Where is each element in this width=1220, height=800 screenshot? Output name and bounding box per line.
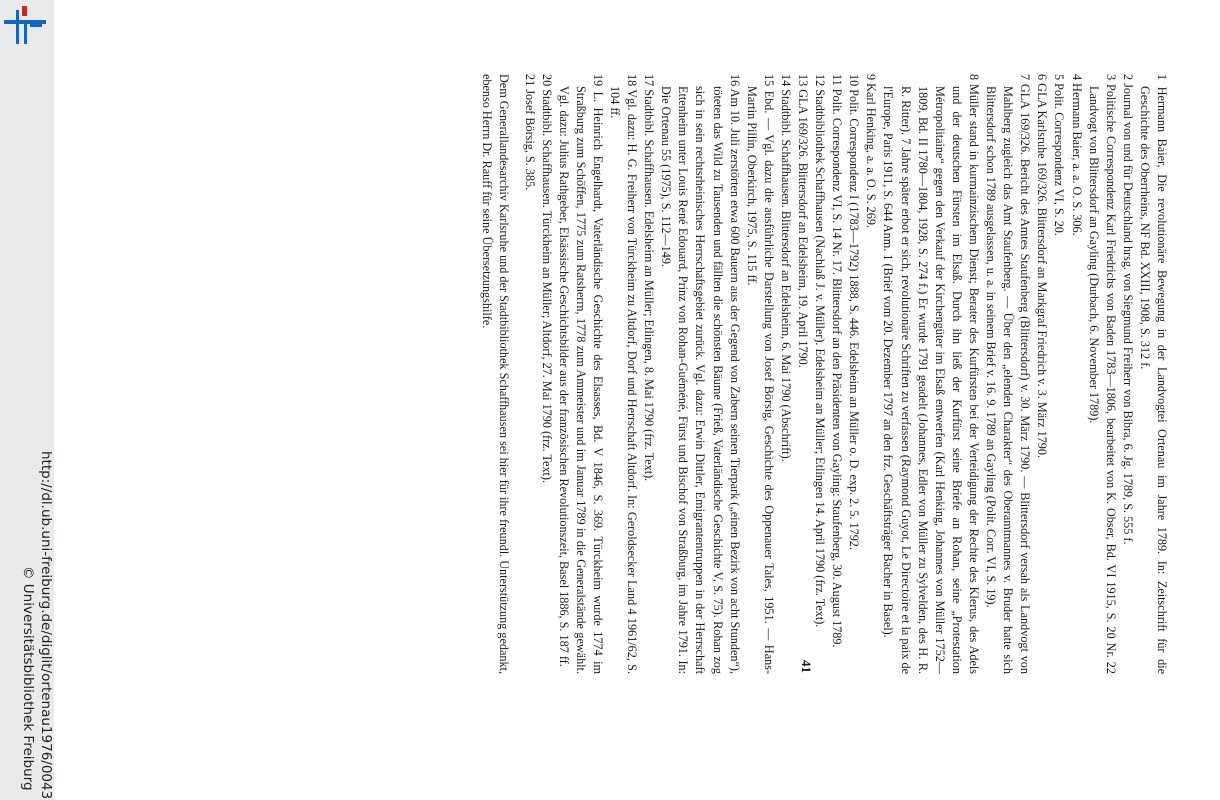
footnote-15: 15 Ebd. — Vgl. dazu die ausführliche Darstellung von Josef Börsig, Geschichte des Oppenauer Tales, 1951. — Hans-Martin Pillin, Oberkirch, 1975, S. 115 ff. [744, 74, 776, 674]
footnote-18: 18 Vgl. dazu: H. G. Freiherr von Türckheim zu Altdorf, Dorf und Herrschaft Altdorf. In: Geroldsecker Land 4 1961/62, S. 104 ff. [608, 74, 640, 674]
footnote-8: 8 Müller stand in kurmainzischem Dienst; Berater des Kurfürsten bei der Verteidigung der Rechte des Klerus, des Adels und der deutschen Fürsten im Elsaß. Durch ihn ließ der Kurfürst seine Briefe an Rohan, seine „Protestation Métropolitaine“ gegen den Verkauf der Kirchengüter im Elsaß entwerfen (Karl Henking, Johannes von Müller 1752—1809, Bd. II 1780—1804, 1928, S. 274 f.) Er wurde 1791 geadelt (Johannes, Edler von Müller zu Sylvelden, des H. R. R. Ritter). 7 Jahre später erbot er sich, revolutionäre Schriften zu verfassen (Raymond Guyot, Le Directoire et la paix de l'Europe, Paris 1911, S. 644 Anm. 1 (Brief vom 20. Dezember 1797 an den frz. Geschäftsträger Bacher in Basel). [881, 74, 981, 674]
footnote-3: 3 Politische Correspondenz Karl Friedrichs von Baden 1783—1806, bearbeitet von K. Obser, Bd. VI 1915, S. 20 Nr. 22 Landvogt von Blittersdorf an Gayling (Durbach, 6. November 1789). [1086, 74, 1118, 674]
copyright-notice: © Universitätsbibliothek Freiburg [20, 566, 36, 791]
scanned-page [62, 0, 1220, 800]
document-url[interactable]: http://dl.ub.uni-freiburg.de/diglit/ortenau1976/0043 [38, 451, 54, 800]
footnote-7: 7 GLA 169/326. Bericht des Amtes Staufenberg (Blittersdorf) v. 30. März 1790. — Blittersdorf versah als Landvogt von Mahlberg zugleich das Amt Staufenberg. — Über den „elenden Charakter“ des Oberamtmannes v. Bruder hatte sich Blittersdorf schon 1789 ausgelassen, u. a. in seinem Brief v. 16. 9. 1789 an Gayling (Polit. Corr. VI, S. 19). [984, 74, 1033, 674]
footnotes-block [410, 74, 1170, 674]
page-number: 41 [799, 660, 814, 673]
footnote-20: 20 Stadtbibl. Schaffhausen. Türckheim an Müller; Altdorf, 27. Mai 1790 (frz. Text). [539, 74, 554, 484]
footnote-13: 13 GLA 169/326. Blittersdorf an Edelsheim, 19. April 1790. [796, 74, 811, 368]
footnote-14: 14 Stadtbibl. Schaffhausen. Blittersdorf an Edelsheim, 6. Mai 1790 (Abschrift). [778, 74, 793, 462]
footnote-19: 19 L. Heinrich Engelhardt, Vaterländische Geschichte des Elsasses, Bd. V 1846, S. 369. Türckheim wurde 1774 im Straßburg zum Schöffen, 1775 zum Ratsherrn, 1778 zum Ammeister und im Januar 1789 in die Generalstände gewählt. Vgl. dazu: Julius Rathgeber, Elsässische Geschichtsbilder aus der französischen Revolutionszeit, Basel 1886, S. 187 ff. [556, 74, 605, 674]
footnote-12: 12 Stadtbibliothek Schaffhausen (Nachlaß J. v. Müller). Edelsheim an Müller; Etlingen 14. April 1790 (frz. Text). [813, 74, 828, 628]
acknowledgement: Dem Generallandesarchiv Karlsruhe und der Stadtbibliothek Schaffhausen sei hier für ihre freundl. Unterstützung gedankt, ebenso Herrn Dr. Rauff für seine Übersetzungshilfe. [480, 74, 512, 674]
sidebar [0, 0, 54, 800]
footnote-11: 11 Polit. Correspondenz VI, S. 14 Nr. 17. Blittersdorf an den Präsidenten von Gayling: Staufenberg, 30. August 1789. [830, 74, 845, 648]
footnote-17: 17 Stadtbibl. Schaffhausen. Edelsheim an Müller; Etlingen, 8. Mai 1790 (frz. Text). [642, 74, 657, 482]
footnote-21: 21 Josef Börsig, S. 385. [522, 74, 537, 191]
footnote-9: 9 Karl Henking, a. a. O. S. 269. [864, 74, 879, 229]
url-stack [18, 6, 54, 800]
footnote-4: 4 Hermann Baier, a. a. O. S. 306. [1069, 74, 1084, 236]
footnote-16: 16 Am 10. Juli zerstörten etwa 600 Bauern aus der Gegend von Zabern seinen Tierpark („einen Bezirk von acht Stunden“), töteten das Wild zu Tausenden und fällten die schönsten Bäume (Frieß, Vaterländische Geschichte V, S. 75). Rohan zog sich in sein rechtsrheinisches Herrschaftsgebiet zurück. Vgl. dazu: Erwin Dittler, Emigrantentruppen in der Herrschaft Ettenheim unter Louis René Edouard, Prinz von Rohan-Guéméné, Fürst und Bischof von Straßburg, im Jahre 1791. In: Die Ortenau 55 (1975), S. 112—149. [659, 74, 742, 674]
footnote-6: 6 GLA Karlsruhe 169/326. Blittersdorf an Markgraf Friedrich v. 3. März 1790. [1035, 74, 1050, 459]
footnote-10: 10 Polit. Correspondenz I (1783—1792) 1888, S. 446. Edelsheim an Müller o. D. exp. 2. 5. 1792. [847, 74, 862, 550]
footnote-2: 2 Journal von und für Deutschland hrsg. von Siegmund Freiherr von Bibra, 6. Jg. 1789, S. 555 f. [1120, 74, 1135, 545]
footnote-5: 5 Polit. Correspondenz VI, S. 20. [1052, 74, 1067, 236]
footnote-1: 1 Hermann Baier, Die revolutionäre Bewegung in der Landvogtei Ortenau im Jahre 1789. In: Zeitschrift für die Geschichte des Oberrheins, NF Bd. XXIII, 1908, S. 312 f. [1137, 74, 1169, 674]
